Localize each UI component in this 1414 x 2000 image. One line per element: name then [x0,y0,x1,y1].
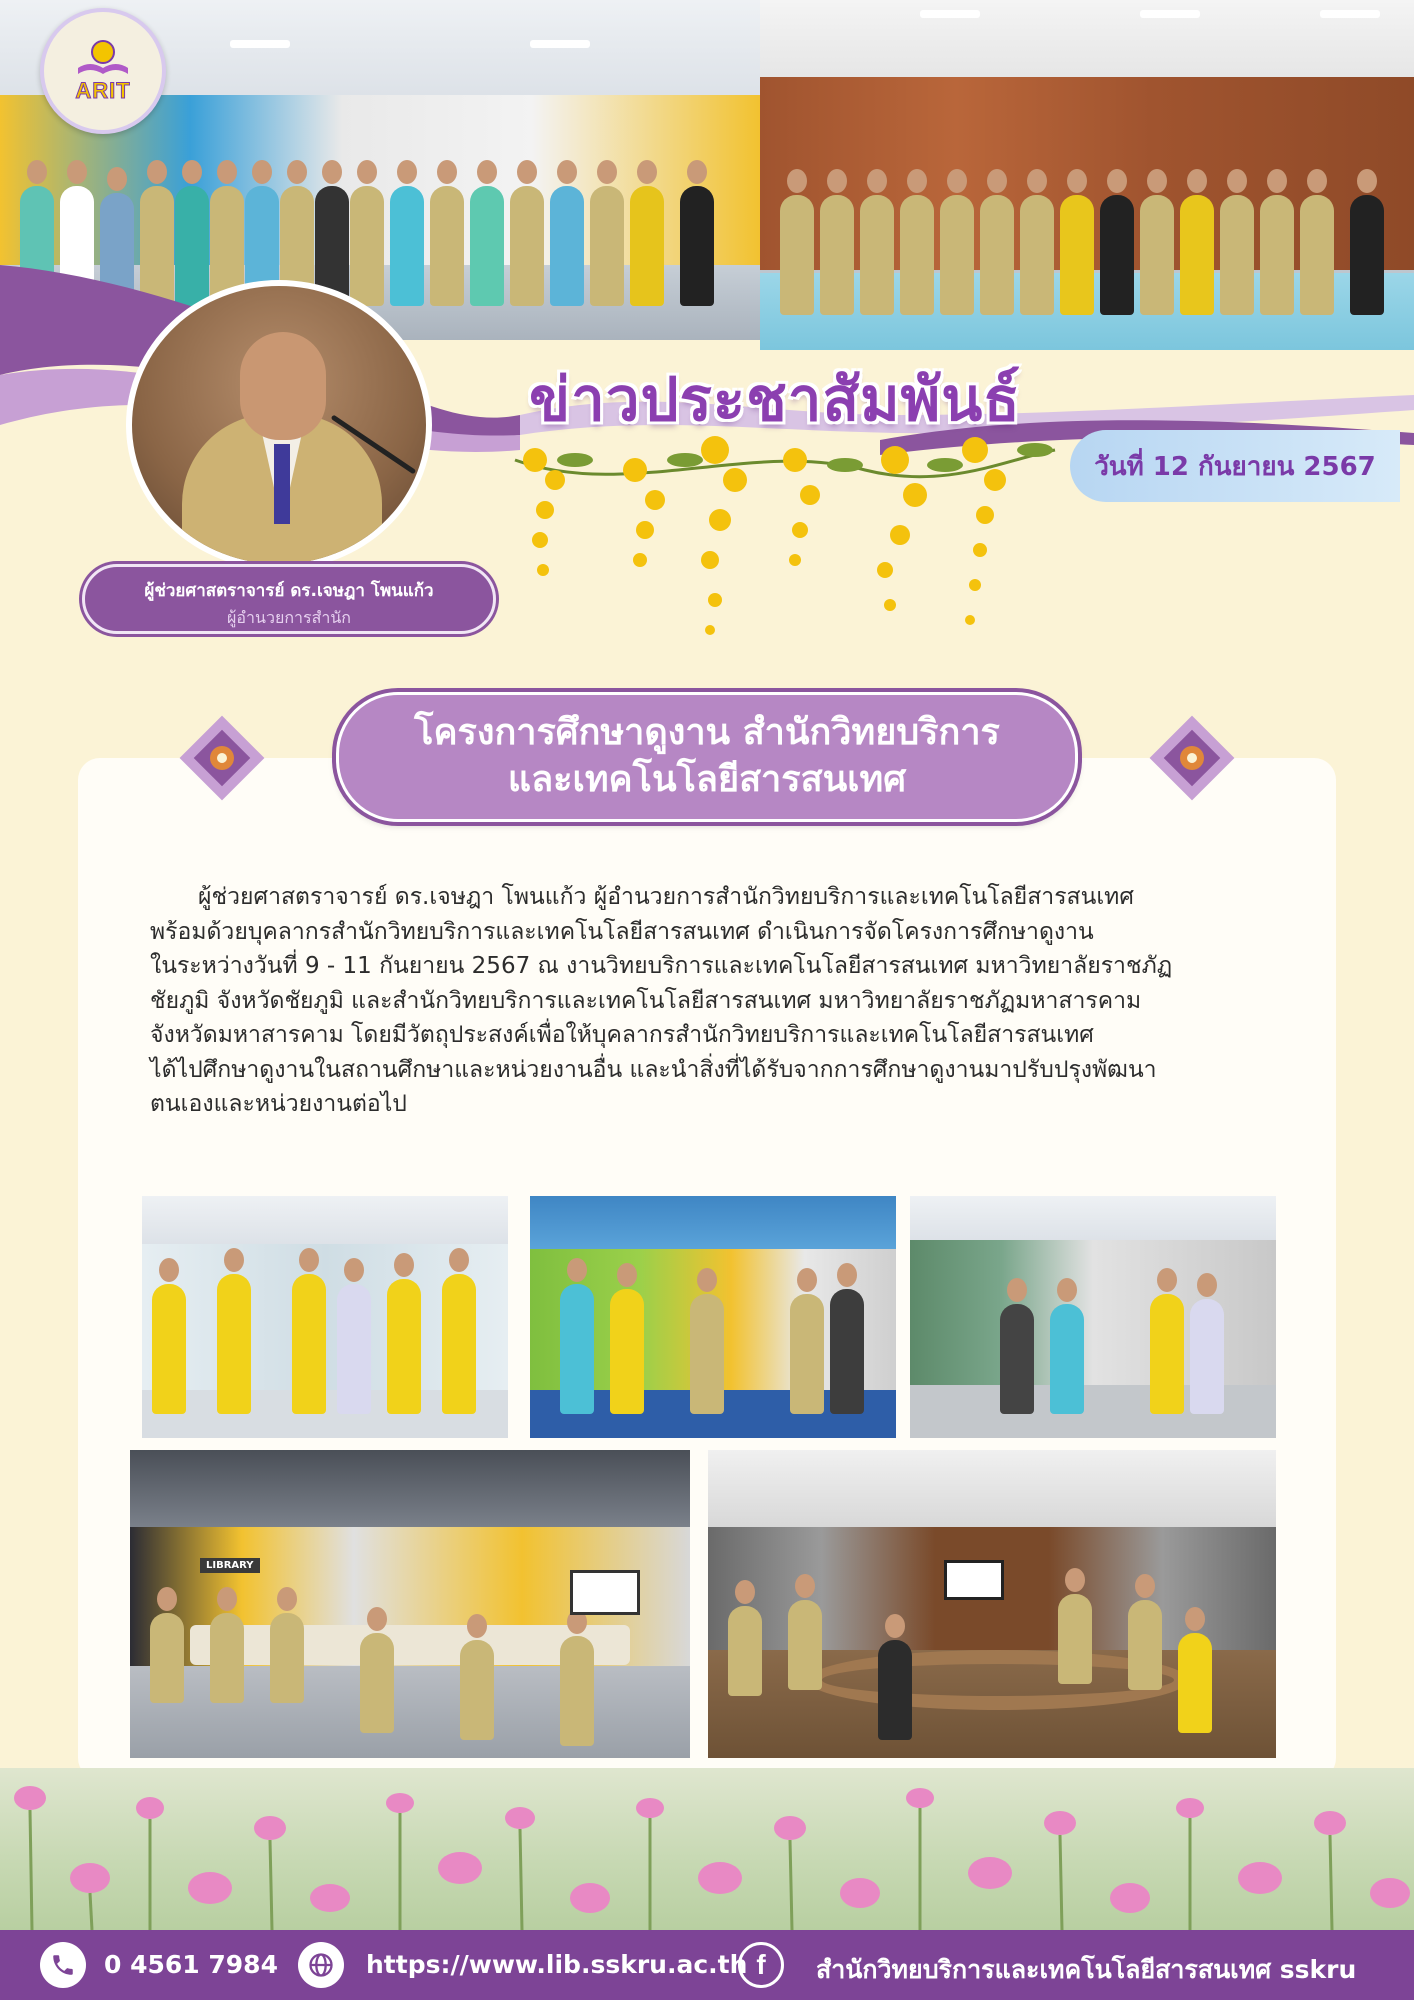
publish-date: วันที่ 12 กันยายน 2567 [1070,430,1400,502]
phone-number[interactable]: 0 4561 7984 [104,1950,278,1979]
gallery-photo-5 [708,1450,1276,1758]
page-headline: ข่าวประชาสัมพันธ์ [529,365,1021,435]
pink-flowers-icon [0,1768,1414,1930]
globe-icon [298,1942,344,1988]
article-line-2: พร้อมด้วยบุคลากรสำนักวิทยบริการและเทคโนโลยีสารสนเทศ ดำเนินการจัดโครงการศึกษาดูงาน [150,918,1094,945]
gallery-photo-3 [910,1196,1276,1438]
open-book-icon [74,38,132,78]
contact-footer [0,1930,1414,2000]
article-line-4: ชัยภูมิ จังหวัดชัยภูมิ และสำนักวิทยบริการและเทคโนโลยีสารสนเทศ มหาวิทยาลัยราชภัฏมหาสารคาม [150,987,1142,1014]
golden-flower-decoration [505,420,1065,660]
phone-icon [40,1942,86,1988]
flower-field-decoration [0,1768,1414,1930]
article-line-5: จังหวัดมหาสารคาม โดยมีวัตถุประสงค์เพื่อให้บุคลากรสำนักวิทยบริการและเทคโนโลยีสารสนเทศ [150,1022,1094,1048]
article-title-line1: โครงการศึกษาดูงาน สำนักวิทยบริการ [414,712,1000,754]
website-link[interactable]: https://www.lib.sskru.ac.th [366,1950,748,1979]
right-ornament-icon [1144,710,1240,806]
arit-logo [40,8,166,134]
article-line-6: ได้ไปศึกษาดูงานในสถานศึกษาและหน่วยงานอื่น และนำสิ่งที่ได้รับจากการศึกษาดูงานมาปรับปรุงพัฒนา [150,1056,1157,1083]
logo-text: ARIT [75,78,131,103]
director-portrait [126,280,432,570]
article-line-1: ผู้ช่วยศาสตราจารย์ ดร.เจษฎา โพนแก้ว ผู้อำนวยการสำนักวิทยบริการและเทคโนโลยีสารสนเทศ [198,884,1134,910]
facebook-page-link[interactable]: สำนักวิทยบริการและเทคโนโลยีสารสนเทศ sskru [816,1955,1357,1984]
director-position: ผู้อำนวยการสำนัก [227,608,351,627]
library-sign: LIBRARY [200,1558,260,1573]
article-line-3: ในระหว่างวันที่ 9 - 11 กันยายน 2567 ณ งานวิทยบริการและเทคโนโลยีสารสนเทศ มหาวิทยาลัยราชภัฏ [150,953,1173,979]
article-title-line2: และเทคโนโลยีสารสนเทศ [507,759,907,800]
article-body [150,880,1260,1122]
left-ornament-icon [174,710,270,806]
facebook-icon: f [738,1942,784,1988]
article-line-7: ตนเองและหน่วยงานต่อไป [150,1091,407,1117]
gallery-photo-4 [130,1450,690,1758]
director-name-tag [82,564,496,634]
director-name: ผู้ช่วยศาสตราจารย์ ดร.เจษฎา โพนแก้ว [144,581,434,601]
article-title-banner [336,692,1078,822]
gallery-photo-2 [530,1196,896,1438]
gallery-photo-1 [142,1196,508,1438]
